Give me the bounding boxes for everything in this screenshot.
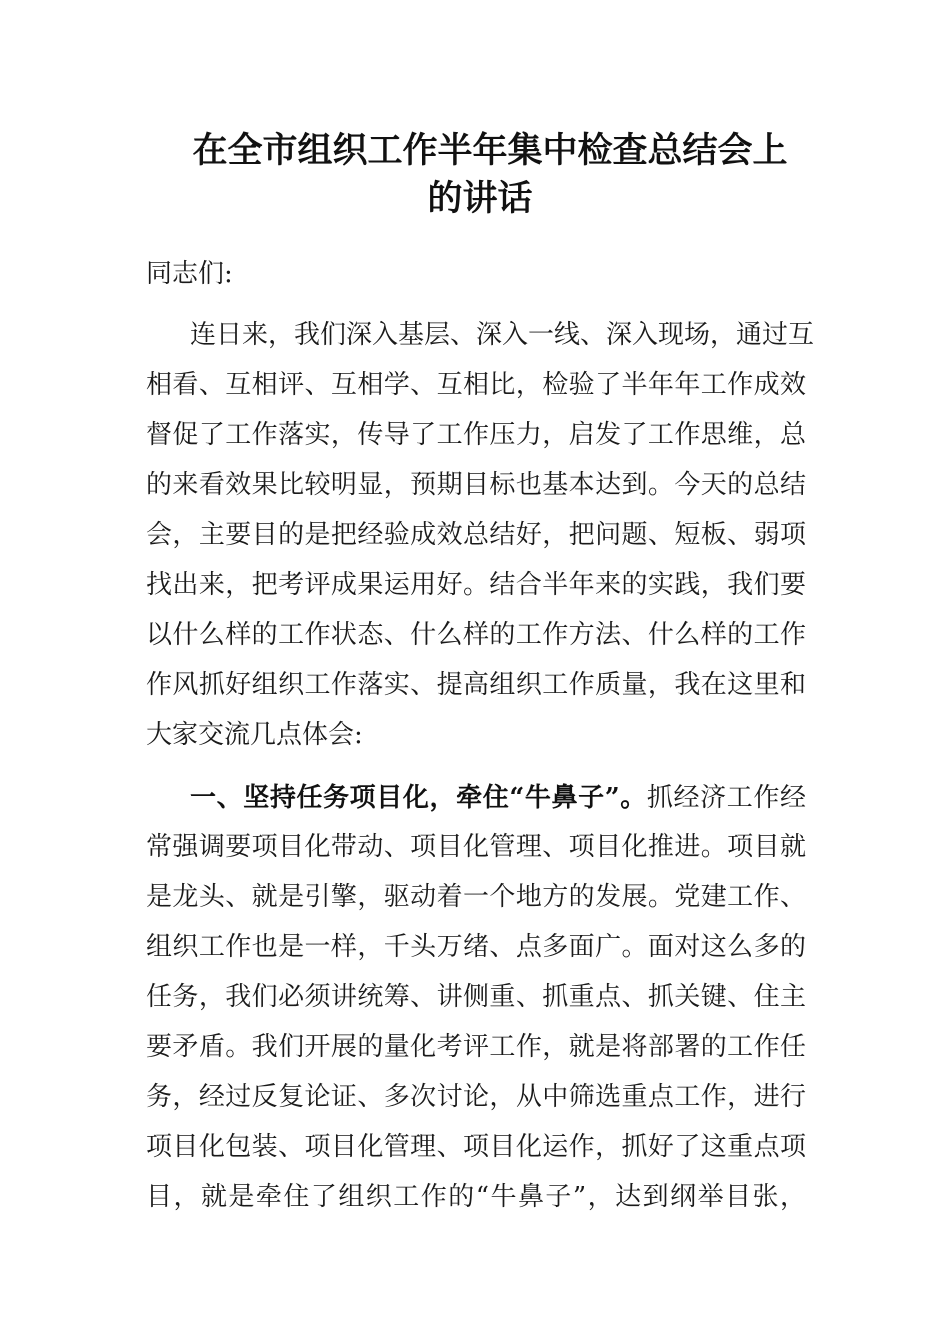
- section-1-first-line-text: 抓经济工作经: [646, 783, 806, 813]
- paragraph-2-line: 是龙头、就是引擎，驱动着一个地方的发展。党建工作、: [146, 882, 806, 912]
- paragraph-1-line: 连日来，我们深入基层、深入一线、深入现场，通过互: [190, 320, 815, 350]
- paragraph-2-line: 任务，我们必须讲统筹、讲侧重、抓重点、抓关键、住主: [146, 982, 806, 1012]
- paragraph-1-line: 的来看效果比较明显，预期目标也基本达到。今天的总结: [146, 470, 806, 500]
- section-1-first-line: [190, 780, 806, 816]
- paragraph-2-line: 常强调要项目化带动、项目化管理、项目化推进。项目就: [146, 832, 806, 862]
- paragraph-1-line: 作风抓好组织工作落实、提高组织工作质量，我在这里和: [146, 670, 806, 700]
- document-title-line-2: 的讲话: [427, 178, 533, 219]
- document-title-line-1: 在全市组织工作半年集中检查总结会上: [192, 130, 788, 171]
- section-1-heading: 一、坚持任务项目化，牵住“牛鼻子”。: [190, 783, 647, 813]
- paragraph-1-line: 督促了工作落实，传导了工作压力，启发了工作思维，总: [146, 420, 806, 450]
- paragraph-1-line: 大家交流几点体会:: [146, 720, 363, 750]
- paragraph-1-line: 会，主要目的是把经验成效总结好，把问题、短板、弱项: [146, 520, 806, 550]
- paragraph-2-line: 组织工作也是一样，千头万绪、点多面广。面对这么多的: [146, 932, 806, 962]
- paragraph-1-line: 以什么样的工作状态、什么样的工作方法、什么样的工作: [146, 620, 806, 650]
- paragraph-2-line: 目，就是牵住了组织工作的“牛鼻子”，达到纲举目张，: [146, 1182, 806, 1212]
- paragraph-2-line: 要矛盾。我们开展的量化考评工作，就是将部署的工作任: [146, 1032, 806, 1062]
- paragraph-2-line: 项目化包装、项目化管理、项目化运作，抓好了这重点项: [146, 1132, 806, 1162]
- paragraph-2-line: 务，经过反复论证、多次讨论，从中筛选重点工作，进行: [146, 1082, 806, 1112]
- paragraph-1-line: 找出来，把考评成果运用好。结合半年来的实践，我们要: [146, 570, 806, 600]
- salutation: 同志们:: [146, 259, 233, 289]
- paragraph-1-line: 相看、互相评、互相学、互相比，检验了半年年工作成效: [146, 370, 806, 400]
